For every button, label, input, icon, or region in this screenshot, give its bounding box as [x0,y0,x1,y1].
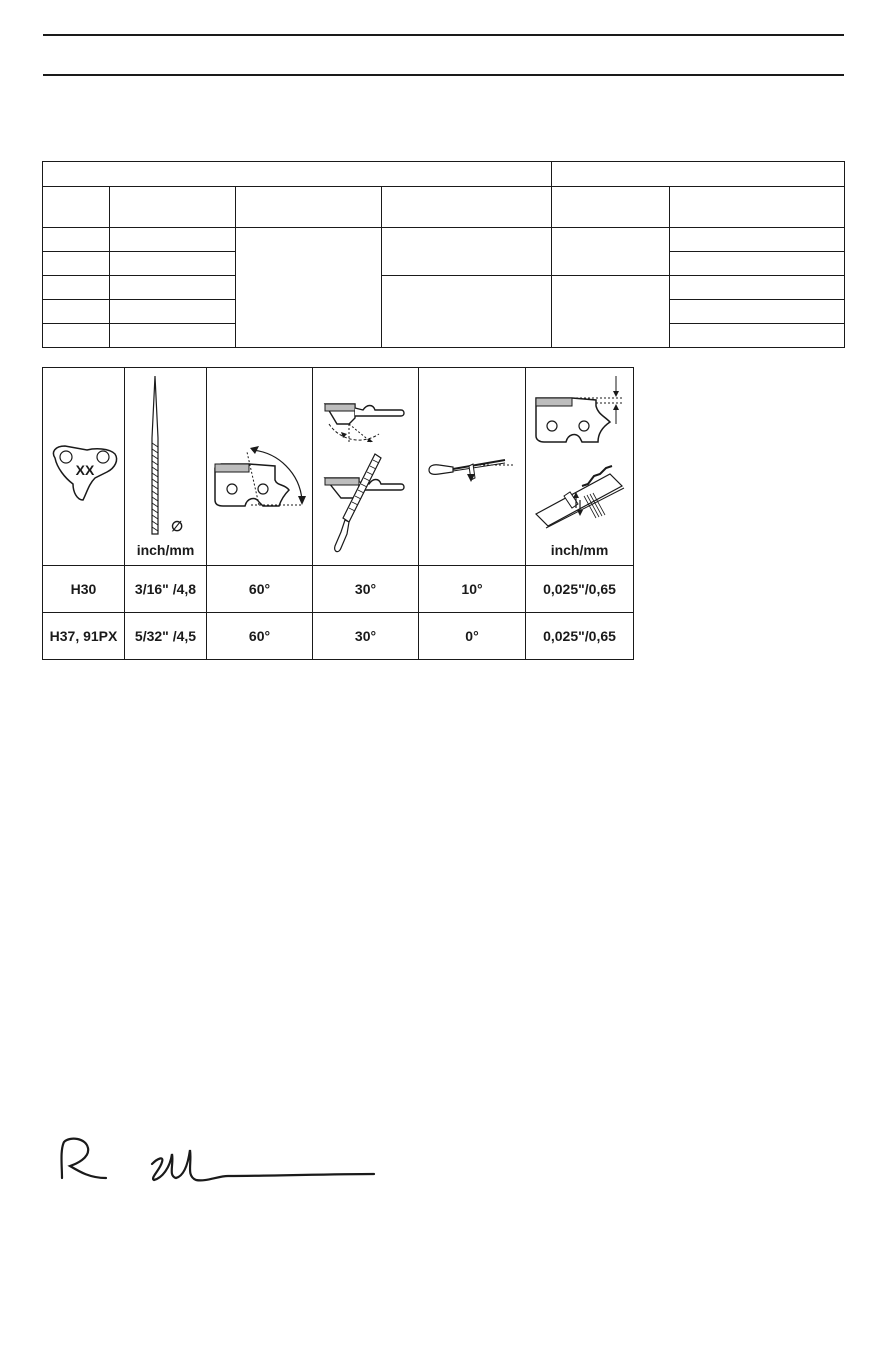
header-rule [43,74,844,76]
grid-cell [43,276,110,300]
side-angle-cell: 30° [313,613,419,660]
top-rule [43,34,844,36]
grid-subheader-cell [670,187,845,228]
tilt-angle-cell: 0° [419,613,526,660]
grid-header-right [552,162,845,187]
round-file-icon [125,368,207,565]
grid-merged-cell [552,276,670,348]
cutter-label: XX [75,462,95,478]
depth-gauge-cell: 0,025"/0,65 [526,613,634,660]
table-row [43,566,634,613]
file-diameter-cell: 3/16" /4,8 [125,566,207,613]
grid-cell [110,324,236,348]
side-plate-angle-icon [313,368,419,565]
grid-cell [670,324,845,348]
cutter-link-icon [43,368,125,565]
side-plate-angle-header [313,368,419,566]
table-row [43,613,634,660]
grid-header-left [43,162,552,187]
file-unit-label: inch/mm [136,542,195,558]
grid-cell [43,228,110,252]
grid-cell [110,228,236,252]
grid-cell [110,300,236,324]
diameter-symbol: ∅ [171,518,184,534]
grid-cell [43,324,110,348]
side-angle-cell: 30° [313,566,419,613]
chain-type-cell: H37, 91PX [43,613,125,660]
top-plate-angle-header [207,368,313,566]
grid-cell [110,276,236,300]
grid-cell [43,252,110,276]
top-angle-cell: 60° [207,613,313,660]
sharpening-spec-table [42,367,634,660]
grid-cell [670,300,845,324]
grid-merged-cell [552,228,670,276]
grid-cell [670,276,845,300]
file-diameter-header [125,368,207,566]
depth-unit-label: inch/mm [550,542,609,558]
grid-merged-cell [382,276,552,348]
depth-gauge-icon [526,368,634,565]
grid-cell [670,228,845,252]
chain-type-cell: H30 [43,566,125,613]
grid-subheader-cell [43,187,110,228]
chain-type-header [43,368,125,566]
file-tilt-header [419,368,526,566]
depth-gauge-header [526,368,634,566]
grid-merged-cell [236,228,382,348]
tilt-angle-cell: 10° [419,566,526,613]
grid-merged-cell [382,228,552,276]
file-tilt-icon [419,368,526,565]
grid-cell [110,252,236,276]
grid-subheader-cell [552,187,670,228]
grid-subheader-cell [110,187,236,228]
top-plate-angle-icon [207,368,313,565]
grid-cell [43,300,110,324]
signature [50,1128,380,1198]
top-angle-cell: 60° [207,566,313,613]
file-diameter-cell: 5/32" /4,5 [125,613,207,660]
depth-gauge-cell: 0,025"/0,65 [526,566,634,613]
grid-cell [670,252,845,276]
grid-subheader-cell [236,187,382,228]
empty-grid-table [42,161,845,348]
grid-subheader-cell [382,187,552,228]
